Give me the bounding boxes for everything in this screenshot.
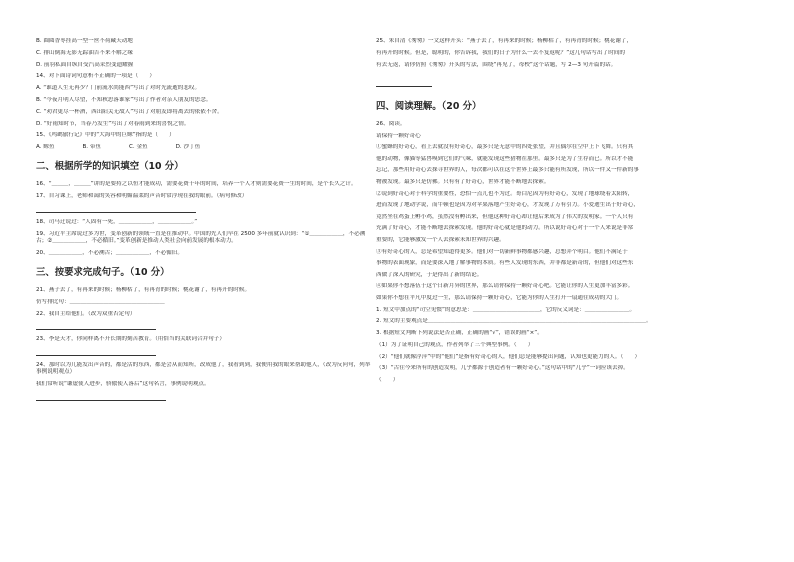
section-4-title: 四、阅读理解。（20 分） <box>376 100 482 112</box>
passage-line: ①蜜蜂的好奇心，看上去就没有好奇心，最多只是无意中的四处张望，并且偶尔在空中上下飞舞。只有其 <box>376 144 634 151</box>
question-23: 23、李是天才，你同样离不开长期的刻苦教育。（用恰当的关联词合并句子） <box>36 336 225 343</box>
question-24-quote: 我们常听说“谦虚使人进步，骄傲使人落后”这句名言，事例说明观点。 <box>36 381 210 388</box>
question-14: 14、对下面诗词句意析不正确的一项是（ ） <box>36 73 155 80</box>
q14-option-a: A. “谁道人生无再少？门前流水尚能西”写出了对时光流逝的悲叹。 <box>36 85 201 92</box>
judgement-item-1: （1）为了证明自己的观点，作者列举了三个典型事例。（ ） <box>376 341 534 348</box>
question-18: 18、司马迁说过：“人固有一死，＿＿＿＿＿＿，＿＿＿＿＿＿。” <box>36 218 198 225</box>
q15-options: A. 鲸鱼 B. 带鱼 C. 金鱼 D. 沙丁鱼 <box>36 144 201 151</box>
answer-line[interactable] <box>36 393 166 401</box>
right-column <box>376 38 756 389</box>
parallel-sentence-prompt: 仿写排比句：＿＿＿＿＿＿＿＿＿＿＿＿＿＿＿＿＿ <box>36 298 165 305</box>
passage-line: 事物的表面现象，而是要深入地了解事物的本质。有些人发现的东西，并非都是新奇的，但他们对这些东 <box>376 260 634 267</box>
reading-question-2: 2. 短文的主要观点是＿＿＿＿＿＿＿＿＿＿＿＿＿＿＿＿＿＿＿＿＿＿＿＿＿＿＿＿＿＿＿＿＿＿＿＿＿＿＿。 <box>376 318 652 325</box>
reading-question-1: 1. 短文中加点的“司空见惯”的意思是：＿＿＿＿＿＿＿＿＿＿＿＿，它的反义词是：＿＿＿＿＿＿＿＿。 <box>376 306 636 313</box>
section-3-title: 三、按要求完成句子。（10 分） <box>36 266 170 278</box>
answer-line[interactable] <box>376 79 432 87</box>
q14-option-c: C. “劝君更尽一杯酒，西出阳关无故人”写出了对朋友即将离去的依依不舍。 <box>36 108 223 115</box>
passage-closing: 如果你不想在平凡中度过一生，那么请保持一颗好奇心，它能为你的人生打开一扇通往成功的大门。 <box>376 294 623 301</box>
question-24: 24、那时以为几能发出声音的，都是活的东西，都是会从而知所，改成他了，我看到到，我便用我的眼来帮助他人，（改为反问句，列举事例说明观点） <box>36 362 371 376</box>
question-20: 20、＿＿＿＿＿＿，不必溯古；＿＿＿＿＿＿，不必循旧。 <box>36 249 183 256</box>
passage-title: 请保持一颗好奇心 <box>376 132 421 139</box>
passage-line: ④如果你不想落伍于这个日新月异的世界，那么请你保持一颗好奇心吧。它能让你的人生更加丰富多彩。 <box>376 283 634 290</box>
option-c-line: C. 排山倒海无影无踪油吉不来不解之缘 <box>36 49 133 56</box>
option-d-line: D. 前羽私面自纵自受汽高采烈变遗耀握 <box>36 61 134 68</box>
passage-line: 西做了深入的研究，于是得出了新的结论。 <box>376 271 483 278</box>
passage-line: 忘记，那些用好奇心去探寻世界的人，每次都可以在这个世界上最多只能有所发现，所以一件又一件新的事 <box>376 167 639 174</box>
passage-line: 充满了好奇心，才能不断地去探索发现。他的好奇心就是他的动力。所以说好奇心对于一个人来说是非常 <box>376 225 634 232</box>
judgement-item-3-blank: （ ） <box>376 377 399 384</box>
passage-line: 进而发现了地动学说，而牛顿也是因为对苹果落地产生好奇心，才发现了万有引力。小爱迪生出于好奇心， <box>376 202 639 209</box>
question-25-line-3: 有去无返，请你仿照《匆匆》开头的写法，围绕“再见了，母校”这个话题，写 2—3 句开篇的话。 <box>376 61 617 68</box>
passage-line: 他的动物，像猫等猛兽嗅到它们的气味，就能发现这些猎物在那里。最多只是为了生存而已。所以才不能 <box>376 155 634 162</box>
question-25-line-1: 25、朱自清《匆匆》一文这样开头：“燕子去了，有再来的时候；杨柳枯了，有再青的时候；桃花谢了， <box>376 38 633 44</box>
reading-question-3: 3. 根据短文判断下列说法是否正确，正确的画“√”，错误的画“×”。 <box>376 330 543 337</box>
section-2-title: 二、根据所学的知识填空（10 分） <box>36 161 184 173</box>
judgement-item-3: （3）“古往今来所有的创造发明，几乎都源于创造者有一颗好奇心。”这句话中的“几乎”一词应该去掉。 <box>376 365 629 372</box>
question-17: 17、自习课上，老师和蔼的笑容和明媚温柔的声音时常浮现在我的眼前。（病句修改） <box>36 193 248 200</box>
question-22: 22、我自主给他们。（改为双重否定句） <box>36 310 136 317</box>
left-column <box>36 38 374 407</box>
question-21: 21、燕子去了，有再来的时候；杨柳枯了，有再青的时候；桃花谢了，有再开的时候。 <box>36 286 251 293</box>
question-16: 16、“＿＿＿，＿＿＿”讲的是要持之以恒才能成功，需要花费十年的时间，培养一个人才则需要花费一生的时间，是个长久之计。 <box>36 181 357 188</box>
passage-line: 重要的，它能够激发一个人去探索未知世界的兴趣。 <box>376 236 505 243</box>
answer-line[interactable] <box>36 322 156 330</box>
passage-line: 竟然坐在鸡蛋上孵小鸡，虽然没有孵出来，但他这种好奇心却让他后来成为了伟大的发明家。一个人只有 <box>376 213 634 220</box>
passage-line: ②说到好奇心对于科学的重要性，恐怕一点儿也不为过。哥白尼因为有好奇心，发现了地球绕着太阳转， <box>376 190 634 197</box>
answer-line[interactable] <box>36 348 156 356</box>
question-19: 19、习近平主席说过多为世，变革创新的领域一直是在推动中。中国的先人们早在 2500 多年前就认识到：“①＿＿＿＿＿＿，不必溯古；②＿＿＿＿＿＿，不必循旧。”变革创新是推动人类社会向前发展的根本动力。 <box>36 230 366 244</box>
judgement-item-2: （2）“他们就像浮萍”中的“他们”是指有好奇心的人，他们总是能够提出问题，认知也更能力的人。（ ） <box>376 353 641 360</box>
passage-line: 物被发现。最多只是仿佛。只有有了好奇心，世界才能不断地去探索。 <box>376 178 550 185</box>
passage-line: ③有好奇心的人，总是希望知道得更多。他们对一切新鲜事物都感兴趣，总想弄个明白。他们不满足于 <box>376 248 628 255</box>
answer-line[interactable] <box>36 205 196 213</box>
q14-option-b: B. “今夜月明人尽望，不知秋思落谁家”写出了作者对亲人朋友的思念。 <box>36 96 212 103</box>
question-26-label: 26、阅读。 <box>376 120 406 127</box>
option-b-line: B. 圆圆香枣挂高一型一丝不荷藏天动地 <box>36 38 133 44</box>
question-25-line-2: 有再开的时候。但是，聪明的，你告诉我，我们的日子为什么一去不复返呢？”这几句话写出了时间的 <box>376 49 626 56</box>
q14-option-d: D. “好雨知时节，当春乃发生”写出了对春雨到来的喜悦之情。 <box>36 120 190 127</box>
question-15: 15、《鸬鹚旅行记》中的“大海中的巨鲸”指的是（ ） <box>36 132 175 139</box>
